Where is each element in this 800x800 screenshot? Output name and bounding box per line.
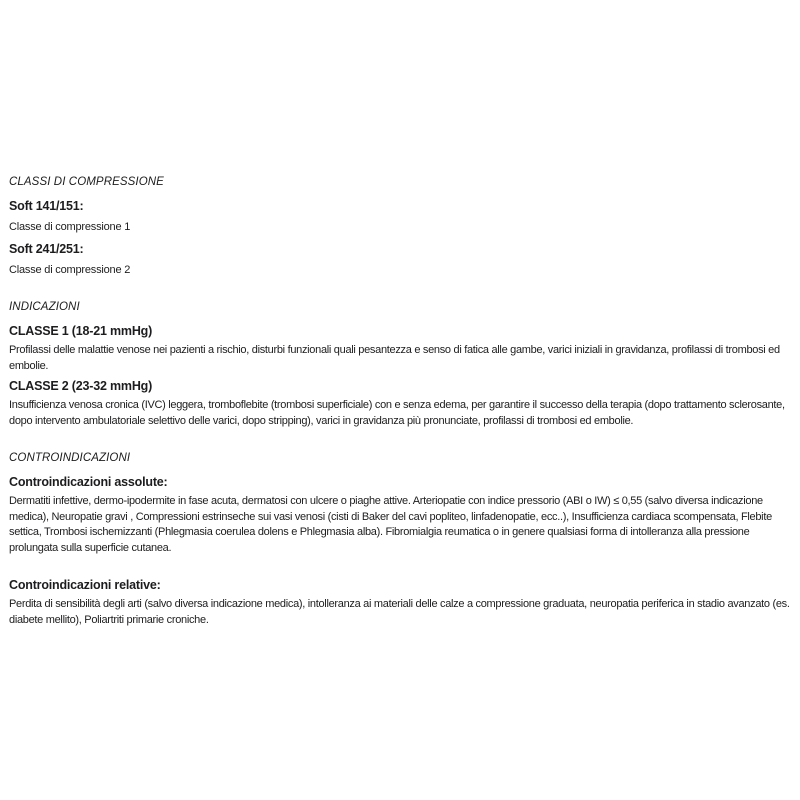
indication-class-title: CLASSE 2 (23-32 mmHg) xyxy=(9,379,153,393)
indication-class-body: Profilassi delle malattie venose nei pazienti a rischio, disturbi funzionali quali pesantezza e senso di fatica alle gambe, varici iniziali in gravidanza, profilassi di trombosi ed embolie. xyxy=(9,344,780,372)
contraindication-type-title: Controindicazioni relative: xyxy=(9,578,161,592)
product-variant-label: Soft 241/251: xyxy=(9,242,84,256)
product-variant-value: Classe di compressione 2 xyxy=(9,264,131,276)
indication-class-body: Insufficienza venosa cronica (IVC) leggera, tromboflebite (trombosi superficiale) con e senza edema, per garantire il successo della terapia (dopo trattamento sclerosante, dopo intervento ambulatoriale selettivo delle varici, dopo stripping), varici in gravidanza più pronunciate, profilassi di trombosi ed embolie. xyxy=(9,399,785,427)
contraindication-type-body: Perdita di sensibilità degli arti (salvo diversa indicazione medica), intolleranza ai materiali delle calze a compressione graduata, neuropatia periferica in stadio avanzato (es. diabete mellito), Poliartriti primarie croniche. xyxy=(9,598,790,626)
contraindication-type-title: Controindicazioni assolute: xyxy=(9,475,168,489)
section-indications xyxy=(9,301,793,429)
compression-classes-heading: CLASSI DI COMPRESSIONE xyxy=(9,176,164,188)
section-compression-classes xyxy=(9,176,793,278)
indication-class-title: CLASSE 1 (18-21 mmHg) xyxy=(9,324,153,338)
section-contraindications xyxy=(9,452,793,628)
indications-heading: INDICAZIONI xyxy=(9,301,80,313)
product-variant-label: Soft 141/151: xyxy=(9,199,84,213)
product-info-document xyxy=(9,176,793,628)
product-variant-value: Classe di compressione 1 xyxy=(9,221,131,233)
contraindications-heading: CONTROINDICAZIONI xyxy=(9,452,131,464)
contraindication-type-body: Dermatiti infettive, dermo-ipodermite in fase acuta, dermatosi con ulcere o piaghe attive. Arteriopatie con indice pressorio (ABI o IW) ≤ 0,55 (salvo diversa indicazione medica), Neuropatie gravi , Compressioni estrinseche sui vasi venosi (cisti di Baker del cavi popliteo, linfadenopatie, ecc..), Insufficienza cardiaca scompensata, Flebite settica, Trombosi ischemizzanti (Phlegmasia coerulea dolens e Phlegmasia alba). Fibromialgia reumatica o in genere qualsiasi forma di intolleranza alla pressione prolungata sulla superficie cutanea. xyxy=(9,495,772,554)
